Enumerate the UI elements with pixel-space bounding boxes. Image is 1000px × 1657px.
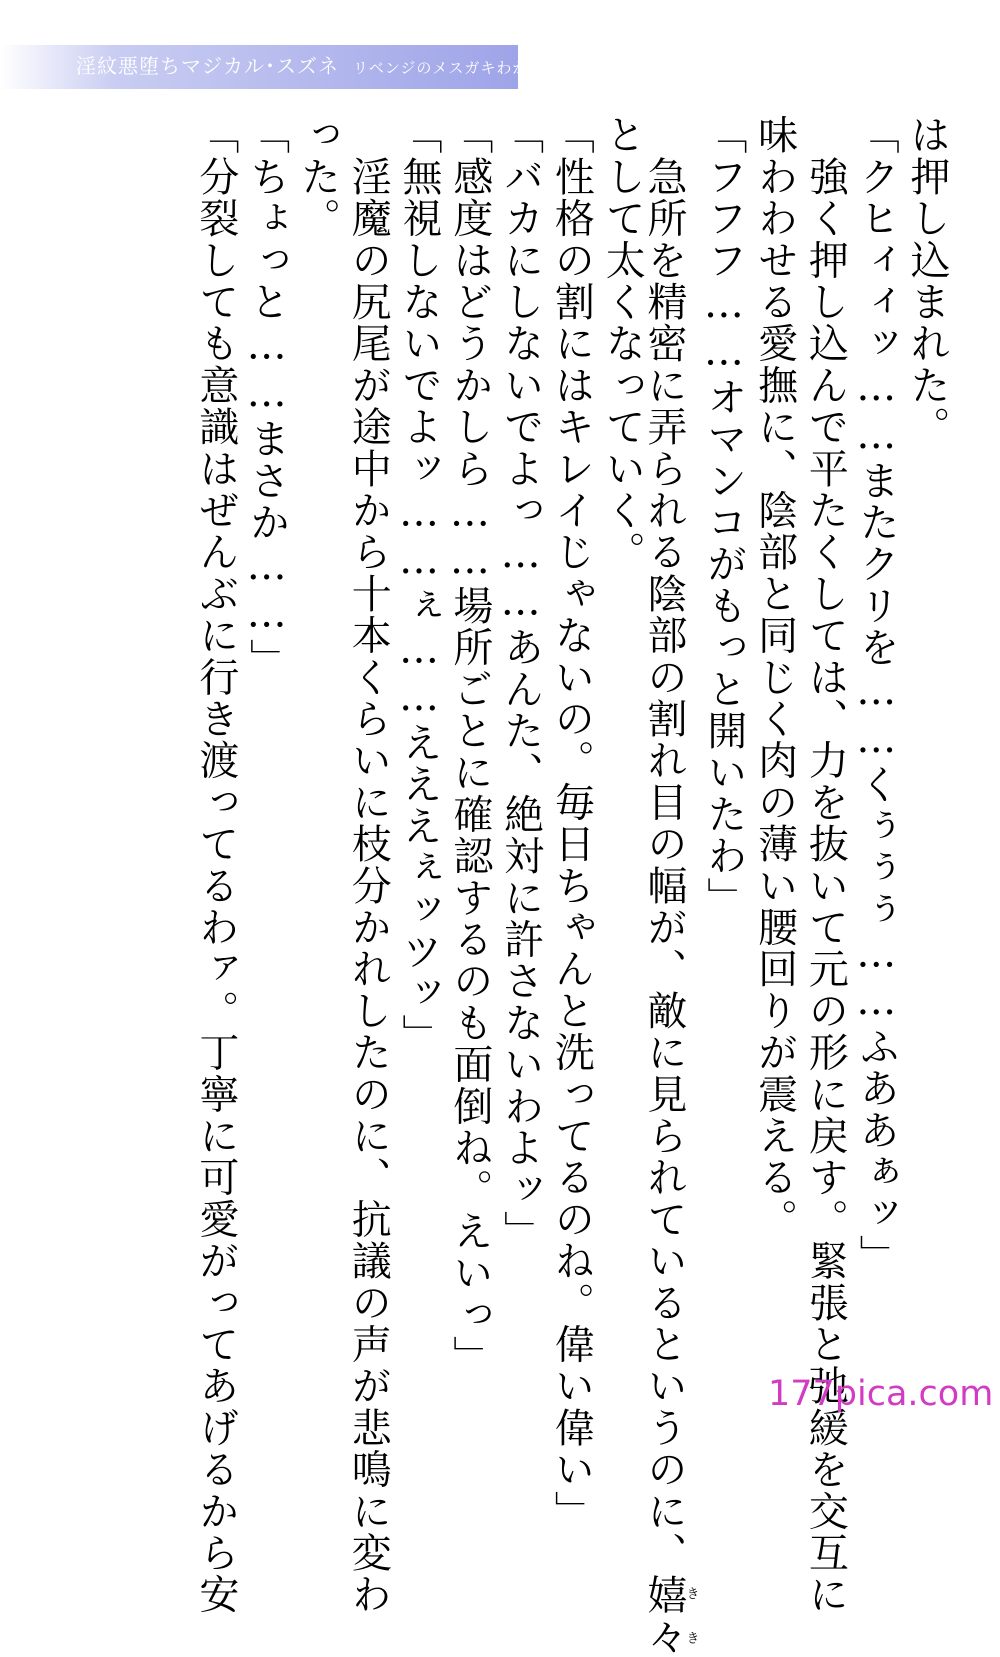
text-column: 味わわせる愛撫に、陰部と同じく肉の薄い腰回りが震える。 bbox=[751, 114, 798, 1240]
text-column: 「分裂しても意識はぜんぶに行き渡ってるわァ。丁寧に可愛がってあげるから安 bbox=[192, 114, 239, 1616]
text-column: として太くなっていく。 bbox=[599, 114, 646, 573]
text-column: 「クヒィィッ……またクリを……くぅぅぅ……ふああぁッ」 bbox=[853, 114, 900, 1276]
text-column: 「フフフ……オマンコがもっと開いたわ」 bbox=[700, 114, 747, 919]
text-column: 「性格の割にはキレイじゃないの。毎日ちゃんと洗ってるのね。偉い偉い」 bbox=[548, 114, 595, 1532]
watermark: 177pica.com bbox=[768, 1374, 994, 1414]
ruby-annotation bbox=[641, 1573, 699, 1657]
running-header bbox=[76, 54, 560, 80]
text-column: 「ちょっと……まさか……」 bbox=[243, 114, 290, 681]
text-column: は押し込まれた。 bbox=[904, 114, 950, 448]
text-column: 「感度はどうかしら……場所ごとに確認するのも面倒ね。えいっ」 bbox=[446, 114, 493, 1377]
ruby-reading: きき bbox=[683, 1573, 699, 1657]
text-column: った。 bbox=[294, 114, 341, 240]
text-column: 強く押し込んで平たくしては、力を抜いて元の形に戻す。緊張と弛緩を交互に bbox=[802, 114, 849, 1616]
text-column: 淫魔の尻尾が途中から十本くらいに枝分かれしたのに、抗議の声が悲鳴に変わ bbox=[345, 114, 392, 1616]
book-subtitle: リベンジのメスガキわからせ bbox=[353, 59, 560, 77]
ruby-base: 嬉々 bbox=[641, 1573, 688, 1657]
text-column: 「バカにしないでよっ……あんた、絶対に許さないわよッ」 bbox=[497, 114, 544, 1252]
text-column: 「無視しないでよッ……ぇ……えええぇッツッ」 bbox=[396, 114, 443, 1056]
text-column: 急所を精密に弄られる陰部の割れ目の幅が、敵に見られているというのに、嬉々きき bbox=[641, 114, 699, 1657]
book-title: 淫紋悪堕ちマジカル･スズネ bbox=[76, 54, 339, 78]
